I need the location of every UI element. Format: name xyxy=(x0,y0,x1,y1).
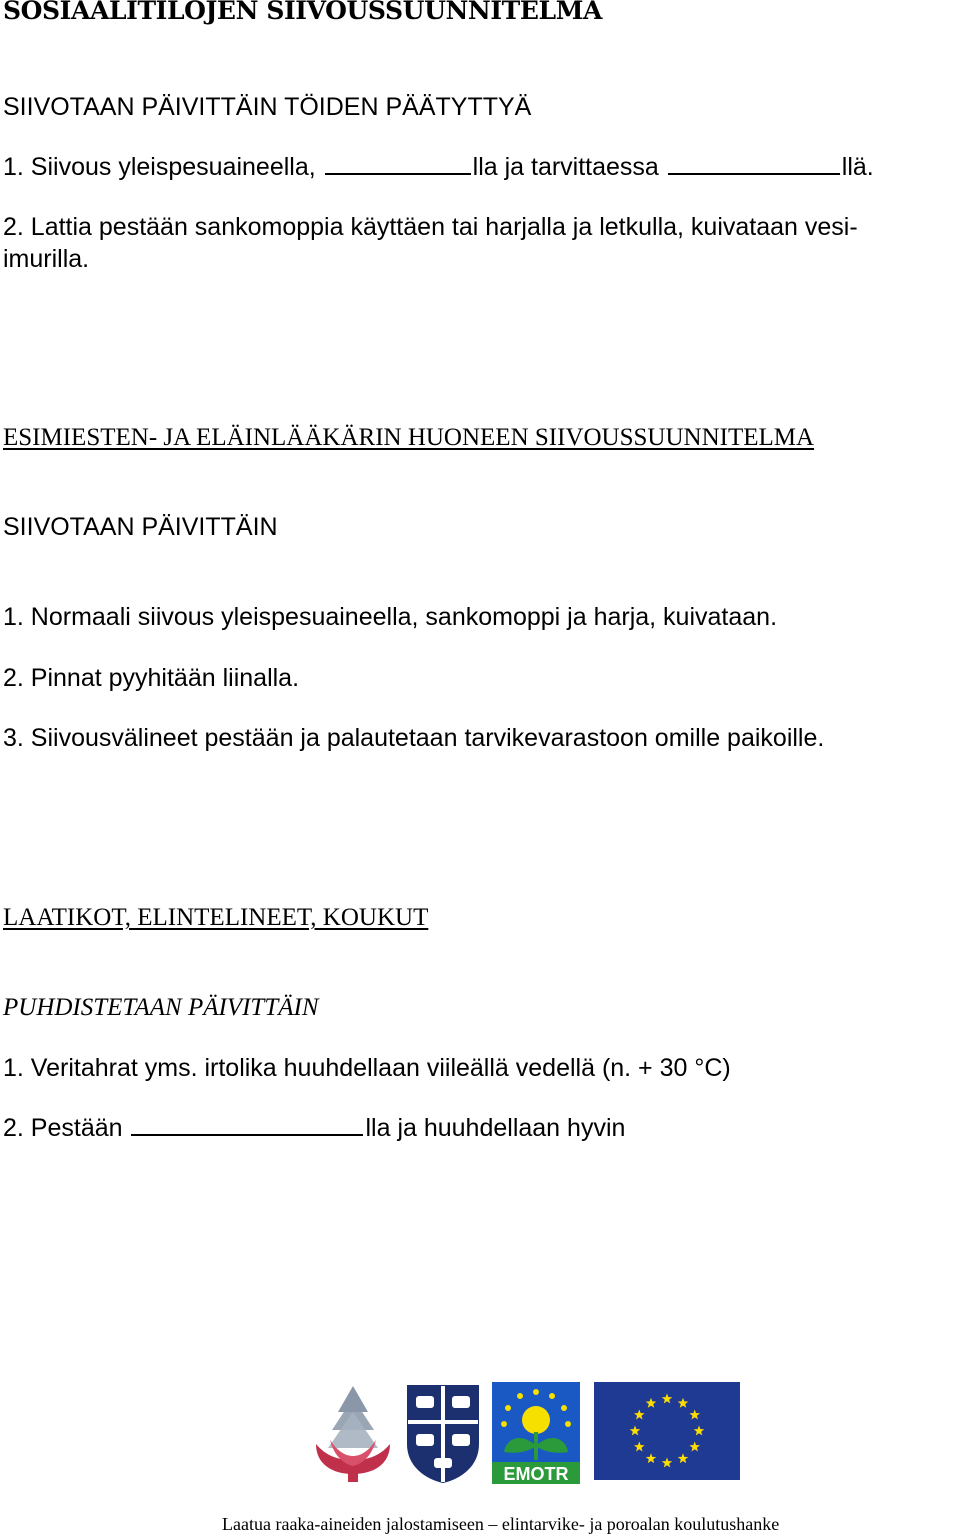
section2-heading: SIIVOTAAN PÄIVITTÄIN xyxy=(3,513,278,541)
item2-text-a: 2. Pestään xyxy=(3,1114,123,1142)
section1-item-2-line2: imurilla. xyxy=(3,245,90,273)
section3-heading: PUHDISTETAAN PÄIVITTÄIN xyxy=(3,994,319,1021)
section1-item-2-line1: 2. Lattia pestään sankomoppia käyttäen tai harjalla ja letkulla, kuivataan vesi- xyxy=(3,213,858,241)
section3-item-1: 1. Veritahrat yms. irtolika huuhdellaan viileällä vedellä (n. + 30 °C) xyxy=(3,1054,731,1082)
section1-heading: SIIVOTAAN PÄIVITTÄIN TÖIDEN PÄÄTYTTYÄ xyxy=(3,93,532,121)
item1-text-b: lla ja tarvittaessa xyxy=(472,153,659,181)
section3-title: LAATIKOT, ELINTELINEET, KOUKUT xyxy=(3,904,429,931)
item1-text-c: llä. xyxy=(841,153,874,181)
emotr-logo xyxy=(492,1382,580,1484)
item2-text-b: lla ja huuhdellaan hyvin xyxy=(365,1114,626,1142)
fill-in-blank xyxy=(131,1133,363,1136)
section3-item-2 xyxy=(3,1114,625,1143)
lapland-logo xyxy=(310,1382,396,1484)
emotr-logo-text: EMOTR xyxy=(503,1464,569,1484)
section2-item-2: 2. Pinnat pyyhitään liinalla. xyxy=(3,664,300,692)
section2-item-1: 1. Normaali siivous yleispesuaineella, sankomoppi ja harja, kuivataan. xyxy=(3,603,778,631)
fill-in-blank xyxy=(668,172,840,175)
section2-item-3: 3. Siivousvälineet pestään ja palautetaan tarvikevarastoon omille paikoille. xyxy=(3,724,825,752)
section1-item-1 xyxy=(3,153,874,182)
item1-text-a: 1. Siivous yleispesuaineella, xyxy=(3,153,316,181)
coat-of-arms-logo xyxy=(404,1382,482,1484)
section2-title: ESIMIESTEN- JA ELÄINLÄÄKÄRIN HUONEEN SIIVOUSSUUNNITELMA xyxy=(3,424,815,451)
eu-flag-logo xyxy=(594,1382,740,1480)
footer-text: Laatua raaka-aineiden jalostamiseen – elintarvike- ja poroalan koulutushanke xyxy=(222,1514,780,1534)
fill-in-blank xyxy=(325,172,471,175)
document-title: SOSIAALITILOJEN SIIVOUSSUUNNITELMA xyxy=(3,0,602,25)
